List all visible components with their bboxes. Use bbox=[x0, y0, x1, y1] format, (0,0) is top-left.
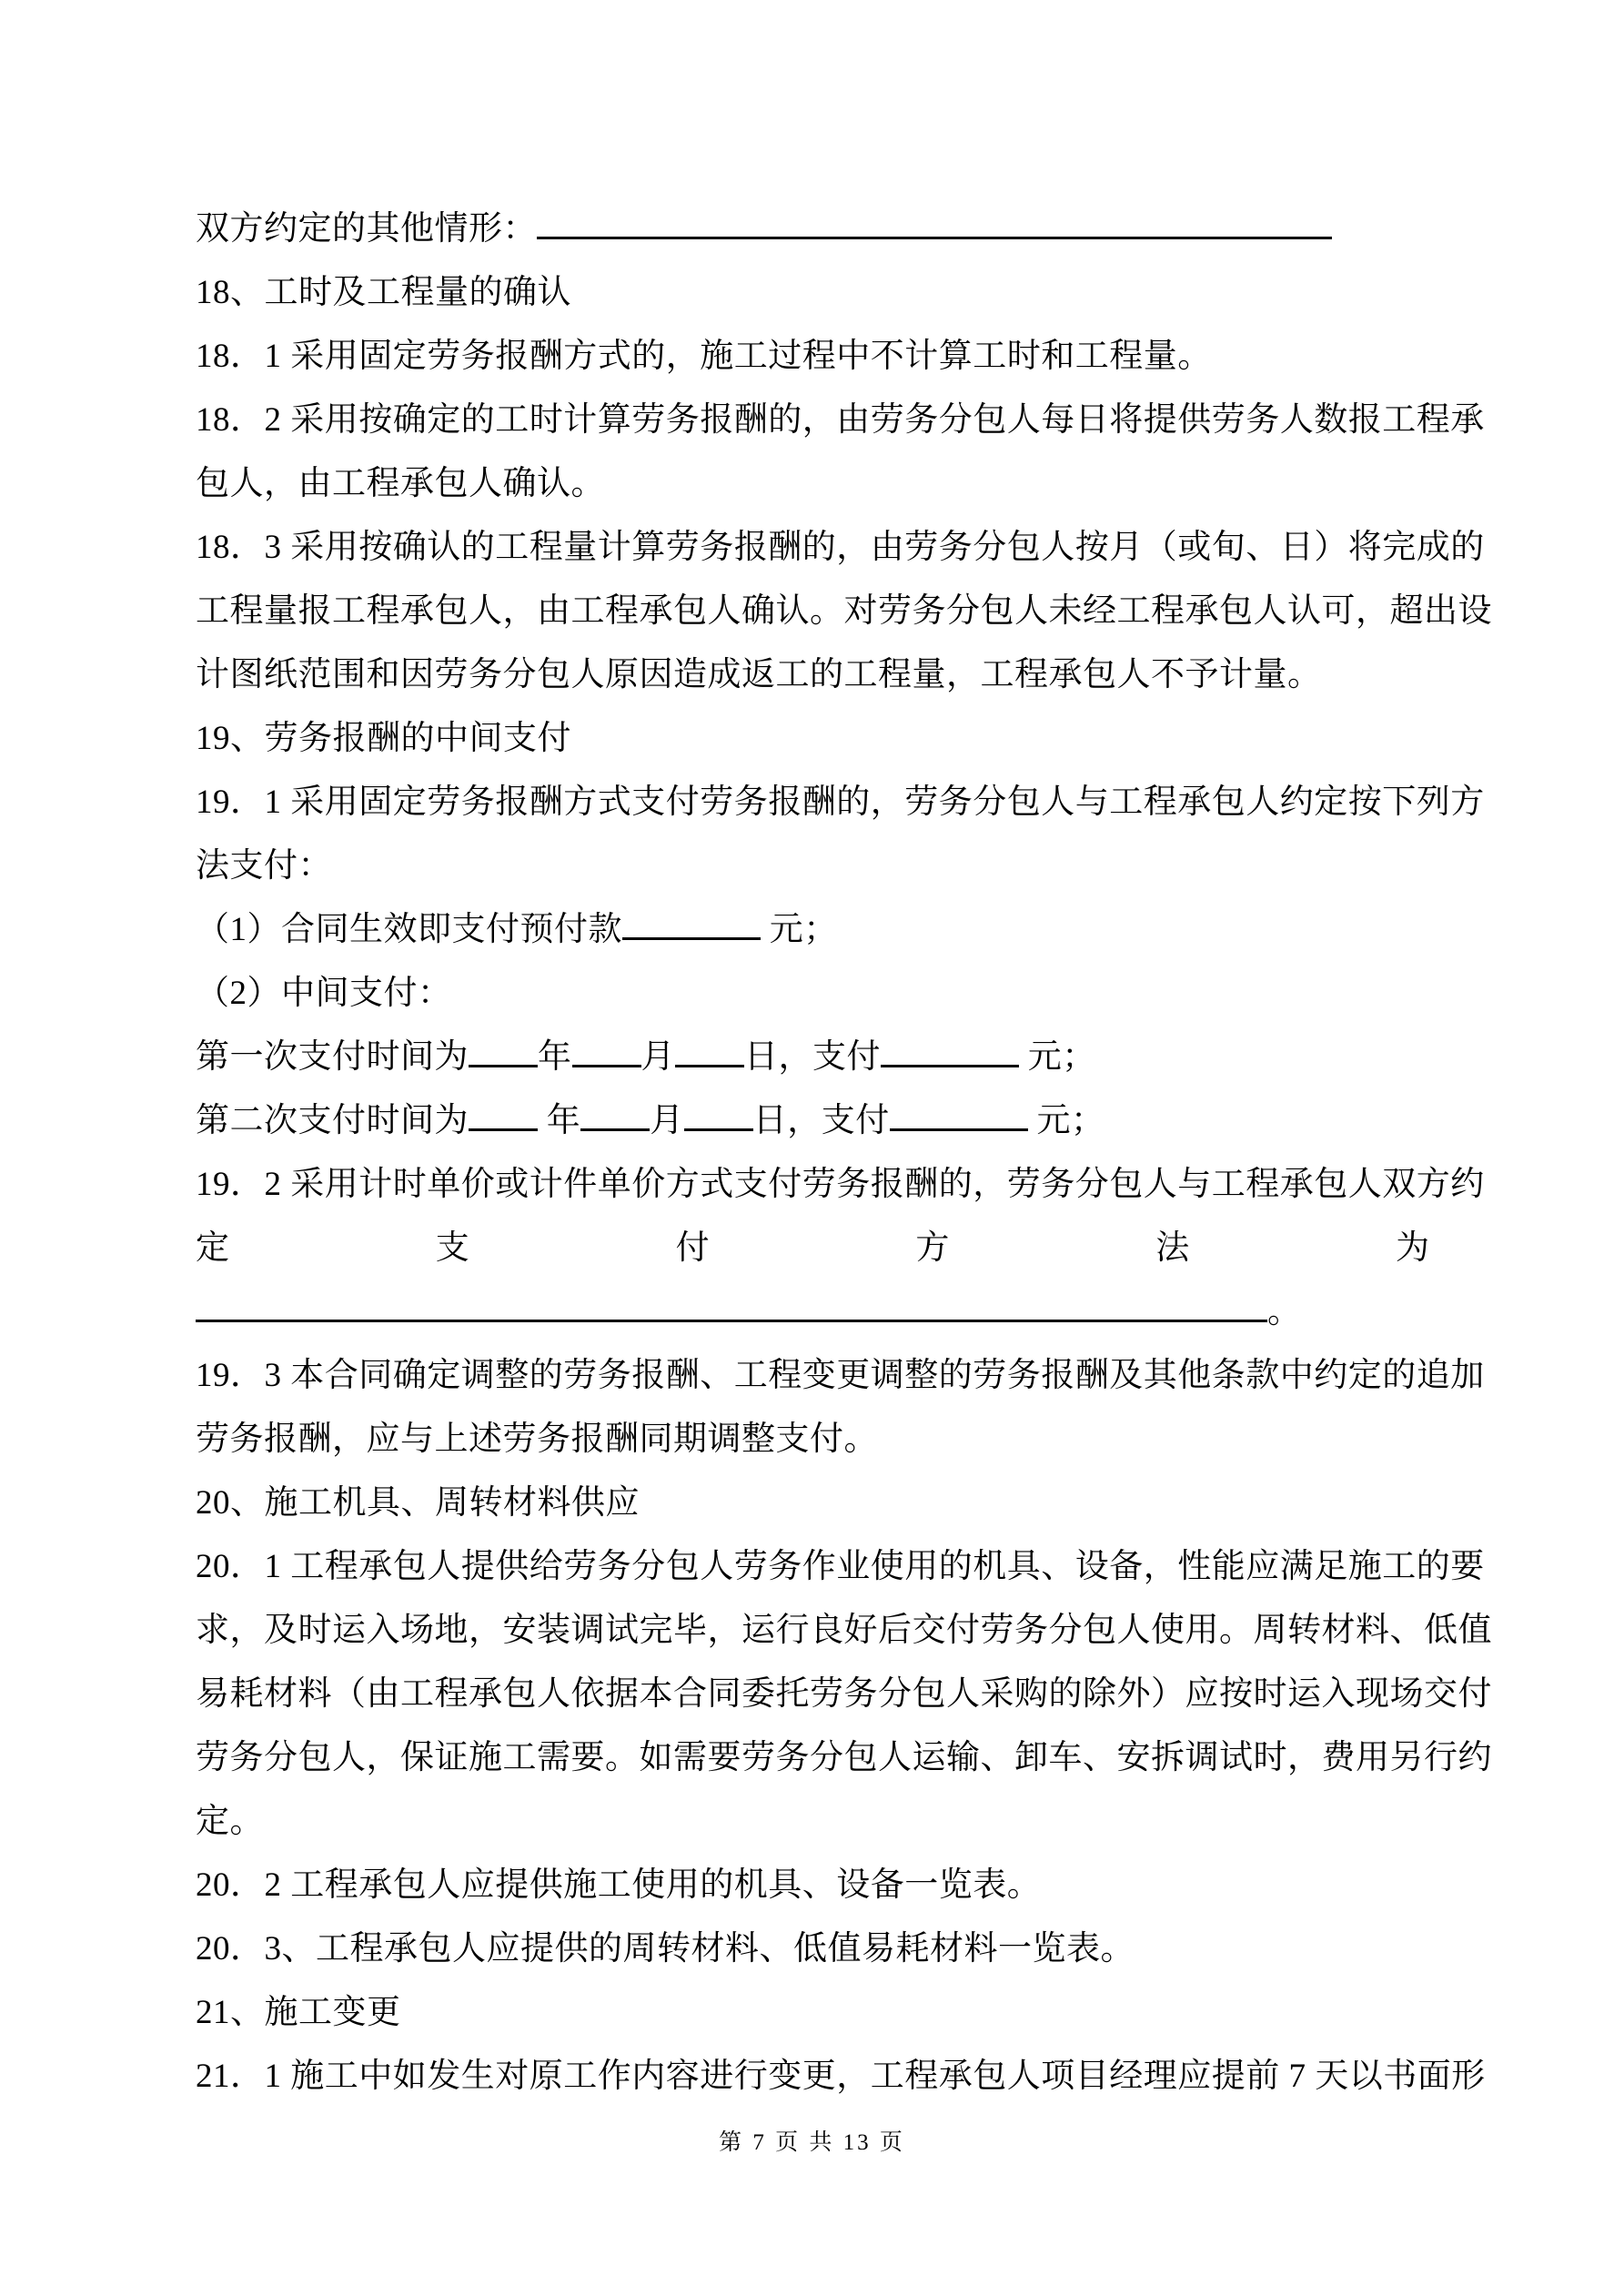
document-line: 19．3 本合同确定调整的劳务报酬、工程变更调整的劳务报酬及其他条款中约定的追加 bbox=[196, 1357, 1485, 1394]
document-line: 计图纸范围和因劳务分包人原因造成返工的工程量，工程承包人不予计量。 bbox=[196, 656, 1322, 693]
document-line: 19、劳务报酬的中间支付 bbox=[196, 720, 571, 757]
document-line: 18．1 采用固定劳务报酬方式的，施工过程中不计算工时和工程量。 bbox=[196, 338, 1212, 375]
fill-in-blank bbox=[675, 1037, 744, 1067]
fill-in-blank bbox=[580, 1101, 650, 1131]
fill-in-blank bbox=[881, 1037, 1019, 1067]
justified-char: 付 bbox=[675, 1229, 710, 1267]
document-line: 工程量报工程承包人，由工程承包人确认。对劳务分包人未经工程承包人认可，超出设 bbox=[196, 592, 1492, 630]
document-line: （1）合同生效即支付预付款 元； bbox=[196, 911, 838, 948]
document-line: 定。 bbox=[196, 1803, 264, 1840]
fill-in-blank bbox=[196, 1292, 1267, 1322]
justified-char: 为 bbox=[1395, 1229, 1429, 1267]
fill-in-blank bbox=[572, 1037, 641, 1067]
fill-in-blank bbox=[537, 209, 1332, 239]
document-line: 易耗材料（由工程承包人依据本合同委托劳务分包人采购的除外）应按时运入现场交付 bbox=[196, 1675, 1492, 1713]
fill-in-blank bbox=[469, 1037, 538, 1067]
justified-char: 定 bbox=[196, 1229, 229, 1267]
document-line: 劳务报酬，应与上述劳务报酬同期调整支付。 bbox=[196, 1421, 878, 1458]
fill-in-blank bbox=[890, 1101, 1028, 1131]
contract-text-block bbox=[196, 197, 1492, 2109]
document-line: 劳务分包人，保证施工需要。如需要劳务分包人运输、卸车、安拆调试时，费用另行约 bbox=[196, 1739, 1492, 1776]
document-line: 21．1 施工中如发生对原工作内容进行变更，工程承包人项目经理应提前 7 天以书面形 bbox=[196, 2058, 1486, 2095]
document-line: 。 bbox=[196, 1280, 1429, 1344]
document-line: 19．2 采用计时单价或计件单价方式支付劳务报酬的，劳务分包人与工程承包人双方约 bbox=[196, 1166, 1485, 1203]
justified-char: 法 bbox=[1155, 1229, 1190, 1267]
document-line: 18、工时及工程量的确认 bbox=[196, 274, 571, 311]
document-line: 19．1 采用固定劳务报酬方式支付劳务报酬的，劳务分包人与工程承包人约定按下列方 bbox=[196, 784, 1485, 821]
document-line: 20．1 工程承包人提供给劳务分包人劳务作业使用的机具、设备，性能应满足施工的要 bbox=[196, 1548, 1485, 1585]
fill-in-blank bbox=[684, 1101, 753, 1131]
justified-char: 支 bbox=[435, 1229, 469, 1267]
page-footer bbox=[0, 2126, 1624, 2160]
document-line: 包人，由工程承包人确认。 bbox=[196, 465, 605, 502]
document-line: 20．3、工程承包人应提供的周转材料、低值易耗材料一览表。 bbox=[196, 1930, 1135, 1967]
document-line: 18．3 采用按确认的工程量计算劳务报酬的，由劳务分包人按月（或旬、日）将完成的 bbox=[196, 529, 1485, 566]
document-line: 双方约定的其他情形： bbox=[196, 197, 1429, 261]
page-number-label: 第 7 页 共 13 页 bbox=[719, 2130, 905, 2155]
document-line-justified bbox=[196, 1217, 1429, 1280]
document-line: 21、施工变更 bbox=[196, 1994, 401, 2031]
document-line: 20、施工机具、周转材料供应 bbox=[196, 1484, 640, 1522]
document-line: （2）中间支付： bbox=[196, 975, 452, 1012]
document-line: 20．2 工程承包人应提供施工使用的机具、设备一览表。 bbox=[196, 1866, 1042, 1904]
document-line: 18．2 采用按确定的工时计算劳务报酬的，由劳务分包人每日将提供劳务人数报工程承 bbox=[196, 401, 1485, 439]
fill-in-blank bbox=[469, 1101, 538, 1131]
justified-char: 方 bbox=[915, 1229, 950, 1267]
fill-in-blank bbox=[622, 910, 761, 940]
document-line: 第二次支付时间为 年 月 日，支付 元； bbox=[196, 1102, 1105, 1139]
document-line: 求，及时运入场地，安装调试完毕，运行良好后交付劳务分包人使用。周转材料、低值 bbox=[196, 1612, 1492, 1649]
document-line: 法支付： bbox=[196, 847, 332, 885]
document-line: 第一次支付时间为 年 月 日，支付 元； bbox=[196, 1038, 1096, 1076]
